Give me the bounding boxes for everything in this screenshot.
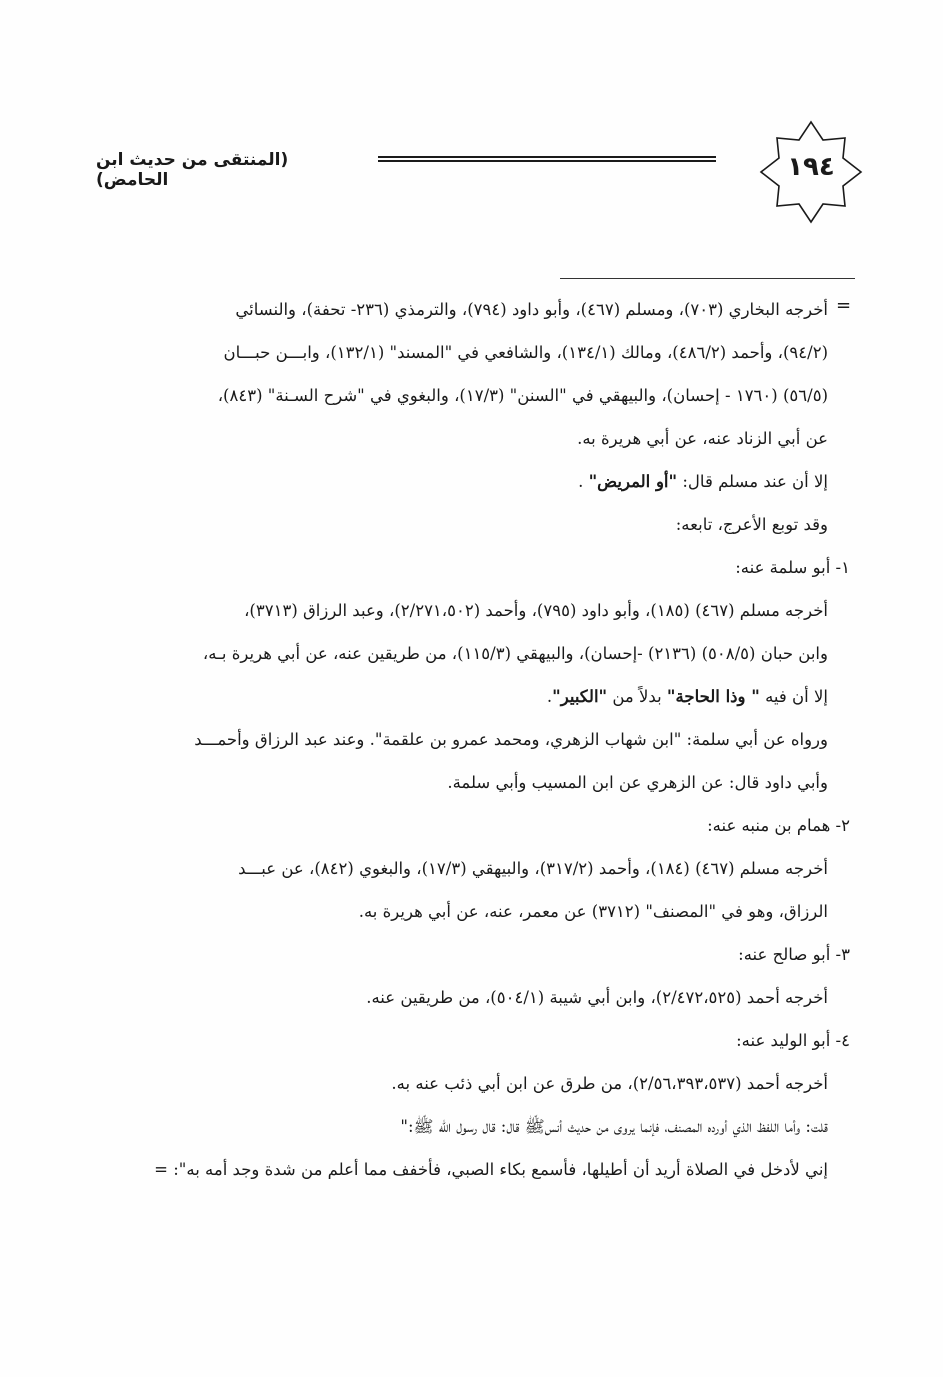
text-line: أخرجه مسلم (٤٦٧) (١٨٥)، وأبو داود (٧٩٥)، وأحمد (٢/٢٧١،٥٠٢)، وعبد الرزاق (٣٧١٣)،	[244, 601, 828, 620]
text-line: أخرجه أحمد (٢/٥٦،٣٩٣،٥٣٧)، من طرق عن ابن أبي ذئب عنه به.	[391, 1074, 828, 1093]
text-line: وابن حبان (٥٠٨/٥) (٢١٣٦) -إحسان)، والبيهقي (١١٥/٣)، من طريقين عنه، عن أبي هريرة بـه،	[202, 644, 828, 663]
list-item-heading: ٤- أبو الوليد عنه:	[736, 1031, 850, 1050]
text-line: قلت: وأما اللفظ الذي أورده المصنف، فإنما يروى من حديث أنسﷺ قال: قال رسول الله ﷺ:"	[400, 1117, 828, 1136]
text-line: أخرجه البخاري (٧٠٣)، ومسلم (٤٦٧)، وأبو داود (٧٩٤)، والترمذي (٢٣٦- تحفة)، والنسائي	[235, 300, 828, 319]
list-item-heading: ٢- همام بن منبه عنه:	[707, 816, 850, 835]
text-line: وقد توبع الأعرج، تابعه:	[675, 515, 828, 534]
text-line: الرزاق، وهو في "المصنف" (٣٧١٢) عن معمر، عنه، عن أبي هريرة به.	[358, 902, 828, 921]
running-header-title: (المنتقى من حديث ابن الحامض)	[96, 150, 289, 190]
text-line: إلا أن فيه " وذا الحاجة" بدلاً من "الكبير".	[546, 687, 828, 706]
text-line: عن أبي الزناد عنه، عن أبي هريرة به.	[577, 429, 828, 448]
footnote-text	[108, 288, 850, 1191]
text-line: (٥٦/٥) (١٧٦٠ - إحسان)، والبيهقي في "السنن" (١٧/٣)، والبغوي في "شرح السـنة" (٨٤٣)،	[217, 386, 828, 405]
text-line: (٩٤/٢)، وأحمد (٤٨٦/٢)، ومالك (١٣٤/١)، والشافعي في "المسند" (١٣٢/١)، وابـــن حبـــان	[223, 343, 828, 362]
text-line: أخرجه أحمد (٢/٤٧٢،٥٢٥)، وابن أبي شيبة (٥٠٤/١)، من طريقين عنه.	[366, 988, 828, 1007]
text-line: إلا أن عند مسلم قال: "أو المريض" .	[578, 472, 828, 491]
list-item-heading: ١- أبو سلمة عنه:	[735, 558, 850, 577]
text-line: إني لأدخل في الصلاة أريد أن أطيلها، فأسمع بكاء الصبي، فأخفف مما أعلم من شدة وجد أمه به": =	[154, 1160, 828, 1179]
continuation-mark: =	[836, 295, 852, 316]
list-item-heading: ٣- أبو صالح عنه:	[738, 945, 850, 964]
text-line: وأبي داود قال: عن الزهري عن ابن المسيب وأبي سلمة.	[447, 773, 828, 792]
text-line: ورواه عن أبي سلمة: "ابن شهاب الزهري، ومحمد عمرو بن علقمة". وعند عبد الرزاق وأحمـــد	[194, 730, 828, 749]
page-number: ١٩٤	[787, 152, 835, 182]
text-line: أخرجه مسلم (٤٦٧) (١٨٤)، وأحمد (٣١٧/٢)، والبيهقي (١٧/٣)، والبغوي (٨٤٢)، عن عبـــد	[238, 859, 828, 878]
footnote-separator	[560, 278, 855, 279]
header-rule	[378, 156, 716, 166]
